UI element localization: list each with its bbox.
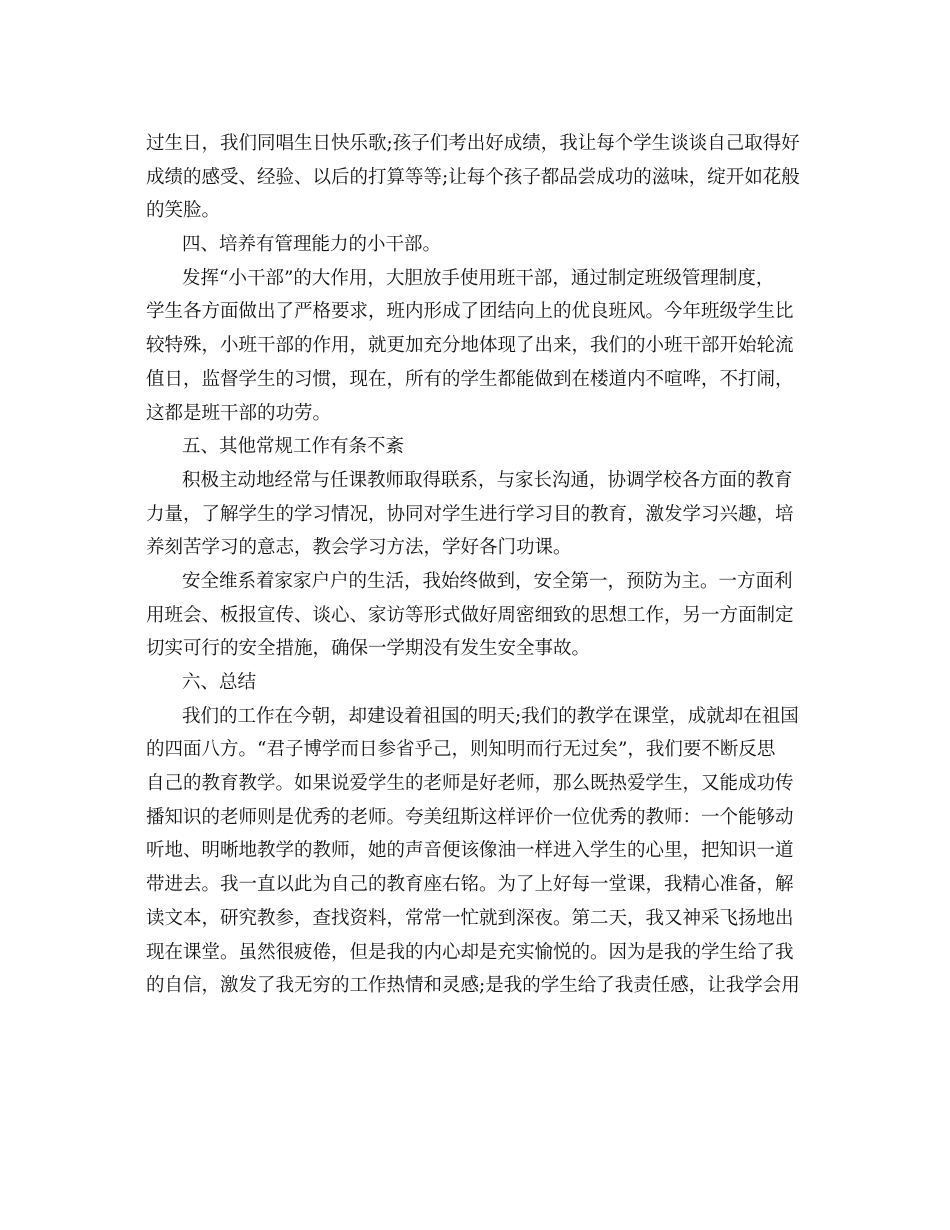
text-line: 用班会、板报宣传、谈心、家访等形式做好周密细致的思想工作，另一方面制定 bbox=[146, 604, 794, 626]
text-line: 听地、明晰地教学的教师，她的声音便该像油一样进入学生的心里，把知识一道 bbox=[146, 840, 794, 862]
text-line: 四、培养有管理能力的小干部。 bbox=[182, 234, 442, 256]
text-line: 的四面八方。“君子博学而日参省乎己，则知明而行无过矣”，我们要不断反思 bbox=[146, 739, 776, 761]
text-line: 学生各方面做出了严格要求，班内形成了团结向上的优良班风。今年班级学生比 bbox=[146, 301, 794, 323]
text-line: 这都是班干部的功劳。 bbox=[146, 402, 332, 424]
text-line: 读文本，研究教参，查找资料，常常一忙就到深夜。第二天，我又神采飞扬地出 bbox=[146, 907, 794, 929]
document-body bbox=[146, 127, 806, 1003]
text-line: 六、总结 bbox=[182, 672, 257, 693]
text-line: 过生日，我们同唱生日快乐歌;孩子们考出好成绩，我让每个学生谈谈自己取得好 bbox=[146, 133, 800, 154]
text-line: 自己的教育教学。如果说爱学生的老师是好老师，那么既热爱学生，又能成功传 bbox=[146, 773, 794, 795]
text-line: 的笑脸。 bbox=[146, 200, 221, 222]
text-line: 养刻苦学习的意志，教会学习方法，学好各门功课。 bbox=[146, 537, 572, 559]
text-line: 积极主动地经常与任课教师取得联系，与家长沟通，协调学校各方面的教育 bbox=[182, 469, 793, 491]
text-line: 带进去。我一直以此为自己的教育座右铭。为了上好每一堂课，我精心准备，解 bbox=[146, 874, 794, 896]
text-line: 发挥“小干部”的大作用，大胆放手使用班干部，通过制定班级管理制度， bbox=[182, 267, 775, 289]
text-line: 我们的工作在今朝，却建设着祖国的明天;我们的教学在课堂，成就却在祖国 bbox=[182, 705, 799, 727]
text-line: 切实可行的安全措施，确保一学期没有发生安全事故。 bbox=[146, 638, 591, 660]
text-line: 成绩的感受、经验、以后的打算等等;让每个孩子都品尝成功的滋味，绽开如花般 bbox=[146, 166, 800, 188]
text-line: 值日，监督学生的习惯，现在，所有的学生都能做到在楼道内不喧哗，不打闹， bbox=[146, 368, 794, 390]
text-line: 现在课堂。虽然很疲倦，但是我的内心却是充实愉悦的。因为是我的学生给了我 bbox=[146, 941, 794, 963]
text-line: 的自信，激发了我无穷的工作热情和灵感;是我的学生给了我责任感，让我学会用 bbox=[146, 975, 800, 997]
text-line: 五、其他常规工作有条不紊 bbox=[182, 436, 405, 458]
text-line: 力量，了解学生的学习情况，协同对学生进行学习目的教育，激发学习兴趣，培 bbox=[146, 503, 794, 525]
text-line: 安全维系着家家户户的生活，我始终做到，安全第一，预防为主。一方面利 bbox=[182, 570, 793, 592]
text-line: 较特殊，小班干部的作用，就更加充分地体现了出来，我们的小班干部开始轮流 bbox=[146, 335, 794, 357]
text-line: 播知识的老师则是优秀的老师。夸美纽斯这样评价一位优秀的教师：一个能够动 bbox=[146, 806, 794, 828]
